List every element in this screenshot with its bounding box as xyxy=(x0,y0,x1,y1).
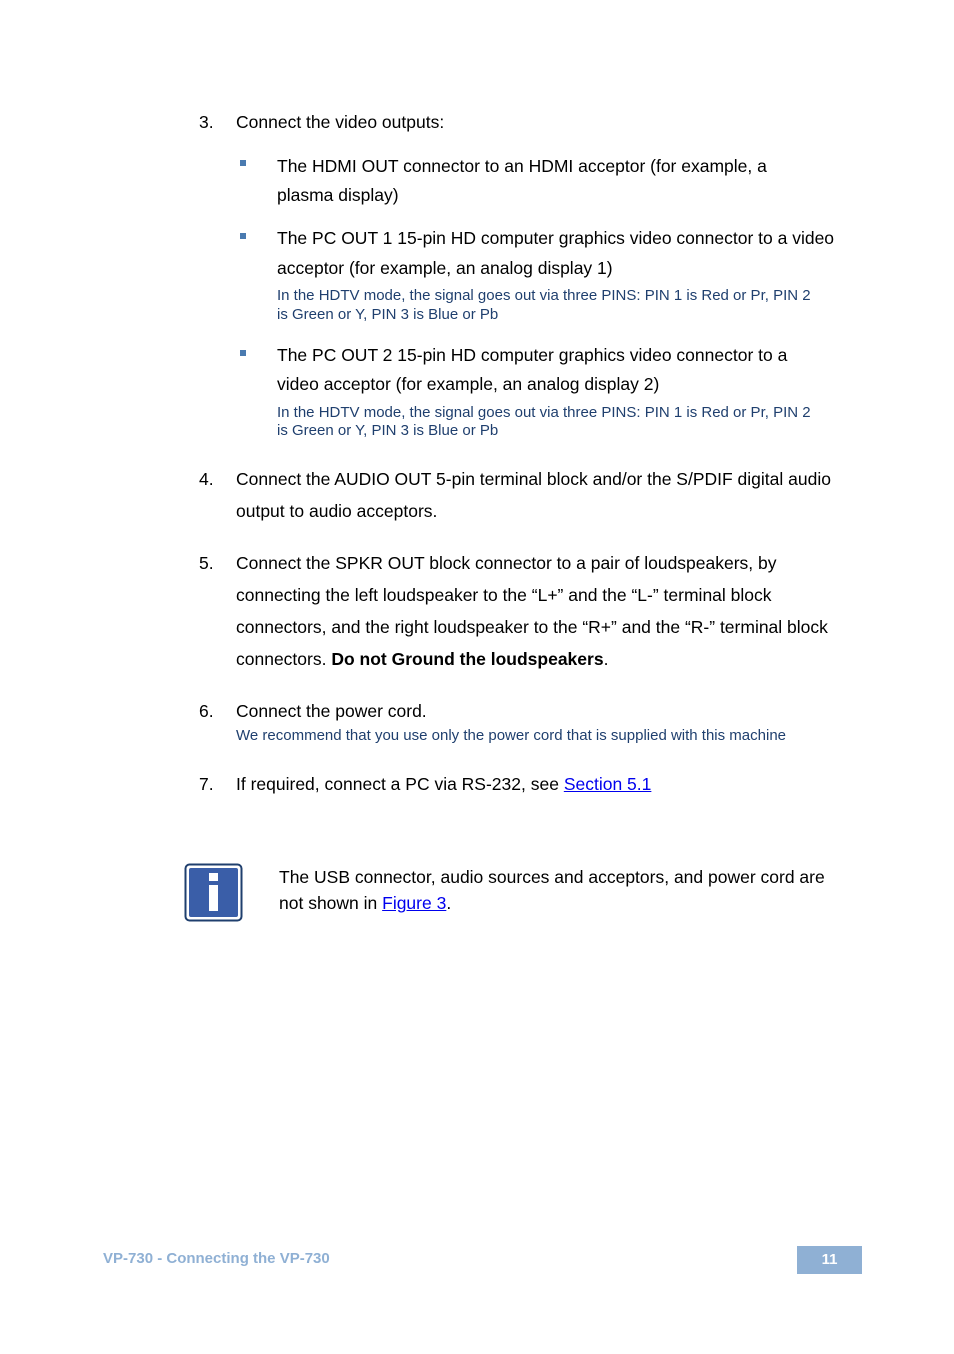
info-text-line: The USB connector, audio sources and acceptors, and power cord are xyxy=(279,867,825,887)
step-text-segment: connectors. xyxy=(236,649,332,669)
step-text-line: connecting the left loudspeaker to the “L+” and the “L-” terminal block xyxy=(236,585,772,605)
step-number: 5. xyxy=(199,553,214,573)
step-text-line xyxy=(236,644,861,674)
info-text-segment: not shown in xyxy=(279,893,383,913)
step-text-line: connectors, and the right loudspeaker to the “R+” and the “R-” terminal block xyxy=(236,617,828,637)
step-text: Connect the video outputs: xyxy=(236,112,445,132)
step-text: Connect the power cord. xyxy=(236,701,427,721)
bullet-text-line: The PC OUT 2 15-pin HD computer graphics video connector to a xyxy=(277,345,788,365)
bullet-text-line: The PC OUT 1 15-pin HD computer graphics video connector to a video xyxy=(277,228,835,248)
step-number: 3. xyxy=(199,112,214,132)
bullet-note-line: In the HDTV mode, the signal goes out via three PINS: PIN 1 is Red or Pr, PIN 2 xyxy=(277,404,811,421)
step-number: 7. xyxy=(199,774,214,794)
step-text-line: output to audio acceptors. xyxy=(236,501,438,521)
page-number: 11 xyxy=(797,1246,862,1274)
bullet-text-line: acceptor (for example, an analog display 1) xyxy=(277,258,613,278)
bullet-note-line: is Green or Y, PIN 3 is Blue or Pb xyxy=(277,306,499,323)
bullet-text-line: plasma display) xyxy=(277,185,399,205)
warning-text: Do not Ground the loudspeakers xyxy=(331,649,604,669)
bullet-square-icon xyxy=(240,160,246,166)
step-number: 4. xyxy=(199,469,214,489)
step-text-segment: . xyxy=(603,649,609,669)
bullet-note-line: is Green or Y, PIN 3 is Blue or Pb xyxy=(277,422,499,439)
info-text-line xyxy=(279,890,869,916)
step-note: We recommend that you use only the power cord that is supplied with this machine xyxy=(236,727,787,744)
info-text xyxy=(279,864,869,916)
info-icon xyxy=(184,863,243,922)
step-number: 6. xyxy=(199,701,214,721)
step-text-line: Connect the AUDIO OUT 5-pin terminal block and/or the S/PDIF digital audio xyxy=(236,469,831,489)
bullet-text-line: The HDMI OUT connector to an HDMI acceptor (for example, a xyxy=(277,156,767,176)
bullet-square-icon xyxy=(240,233,246,239)
bullet-square-icon xyxy=(240,350,246,356)
step-text-line: Connect the SPKR OUT block connector to a pair of loudspeakers, by xyxy=(236,553,777,573)
info-text-segment: . xyxy=(446,893,452,913)
step-text-segment: If required, connect a PC via RS-232, see xyxy=(236,774,564,794)
bullet-text-line: video acceptor (for example, an analog display 2) xyxy=(277,374,660,394)
bullet-note-line: In the HDTV mode, the signal goes out via three PINS: PIN 1 is Red or Pr, PIN 2 xyxy=(277,287,811,304)
footer-title: VP-730 - Connecting the VP-730 xyxy=(103,1250,330,1267)
section-link[interactable]: Section 5.1 xyxy=(563,774,652,794)
figure-link[interactable]: Figure 3 xyxy=(382,893,447,913)
step-text xyxy=(236,769,861,799)
